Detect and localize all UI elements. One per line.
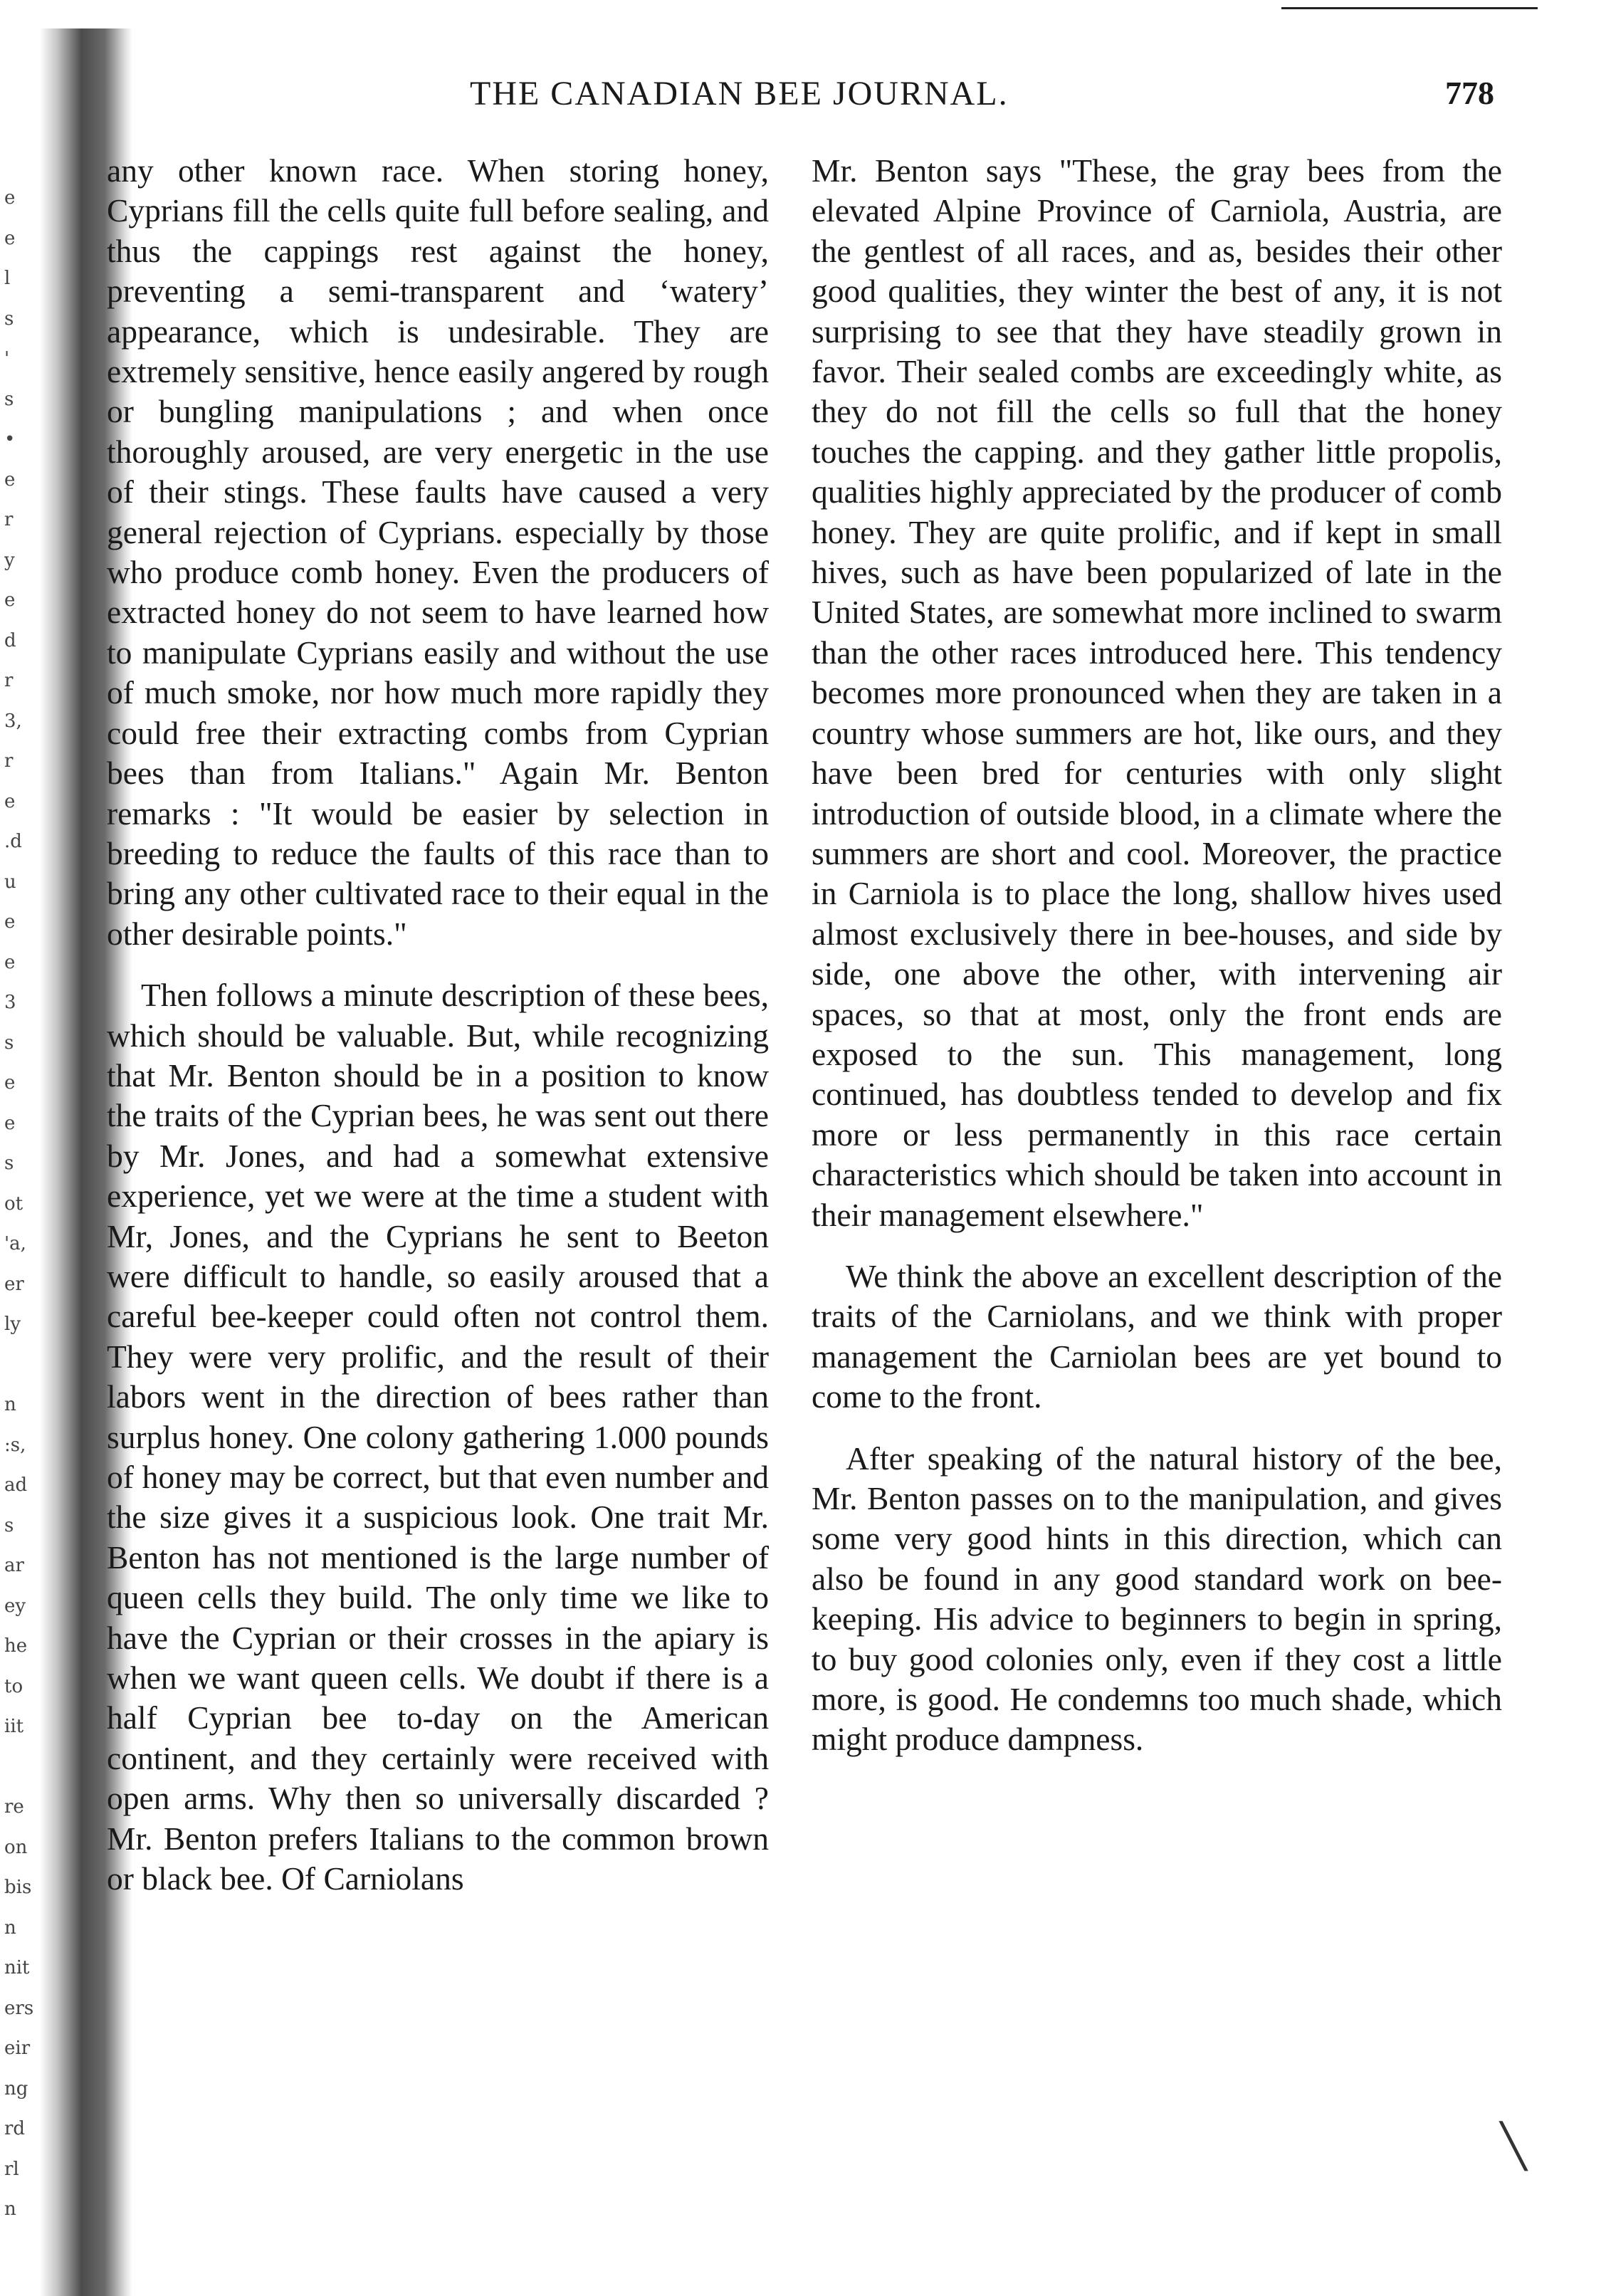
margin-fragment: ly (4, 1314, 21, 1335)
margin-fragment: n (4, 1917, 16, 1939)
margin-fragment: r (4, 509, 14, 530)
margin-fragment: e (4, 1072, 16, 1094)
margin-fragment: s (4, 308, 14, 330)
left-paragraph-1: any other known race. When storing honey, Cyprians fill the cells quite full before sealing, and thus the cappings rest against the honey, preventing a semi-transparent and ‘watery’ appearance, which is undesirable. They are extremely sensitive, hence easily angered by rough or bungling manipulations ; and when once thoroughly aroused, are very energetic in the use of their stings. These faults have caused a very general rejection of Cyprians. especially by those who produce comb honey. Even the producers of extracted honey do not seem to have learned how to manipulate Cyprians easily and without the use of much smoke, nor how much more rapidly they could free their extracting combs from Cyprian bees than from Italians." Again Mr. Benton remarks : "It would be easier by selection in breeding to reduce the faults of this race than to bring any other cultivated race to their equal in the other desirable points." (107, 152, 769, 952)
margin-fragment: .d (4, 831, 22, 852)
margin-fragment: e (4, 187, 16, 209)
margin-fragment: r (4, 750, 14, 772)
margin-fragment: e (4, 589, 16, 611)
left-paragraph-2: Then follows a minute description of these bees, which should be valuable. But, while recognizing that Mr. Benton should be in a position to know the traits of the Cyprian bees, he was sent out there by Mr. Jones, and had a somewhat extensive experience, yet we were at the time a student with Mr, Jones, and the Cyprians he sent to Beeton were difficult to handle, so easily aroused that a careful bee-keeper could often not control them. They were very prolific, and the result of their labors went in the direction of bees rather than surplus honey. One colony gathering 1.000 pounds of honey may be correct, but that even number and the size gives it a suspicious look. One trait Mr. Benton has not mentioned is the large number of queen cells they build. The only time we like to have the Cyprian or their crosses in the apiary is when we want queen cells. We doubt if there is a half Cyprian bee to-day on the American continent, and they certainly were received with open arms. Why then so universally discarded ? Mr. Benton prefers Italians to the common brown or black bee. Of Carniolans (107, 977, 769, 1897)
edge-mark: ╲ (1501, 2122, 1527, 2171)
margin-fragment: • (4, 429, 16, 450)
margin-fragment: ers (4, 1997, 34, 2019)
journal-title: THE CANADIAN BEE JOURNAL. (470, 75, 1009, 112)
top-rule (1281, 7, 1538, 9)
margin-fragment: 3 (4, 992, 16, 1013)
margin-fragment (4, 1747, 47, 1788)
right-paragraph-1: Mr. Benton says "These, the gray bees from the elevated Alpine Province of Carniola, Austria, are the gentlest of all races, and as, besides their other good qualities, they winter the best of any, it is not surprising to see that they have steadily grown in favor. Their sealed combs are exceedingly white, as they do not fill the cells so full that the honey touches the capping. and they gather little propolis, qualities highly appreciated by the producer of comb honey. They are quite prolific, and if kept in small hives, such as have been popularized of late in the United States, are somewhat more inclined to swarm than the other races introduced here. This tendency becomes more pronounced when they are taken in a country whose summers are hot, like ours, and they have been bred for centuries with only slight introduction of outside blood, in a climate where the summers are short and cool. Moreover, the practice in Carniola is to place the long, shallow hives used almost exclusively there in bee-houses, and side by side, one above the other, with intervening air spaces, so that at most, only the front ends are exposed to the sun. This management, long continued, has doubtless tended to develop and fix more or less permanently in this race certain characteristics which should be taken into account in their management elsewhere." (812, 152, 1502, 1233)
previous-page-fragments (4, 178, 47, 2230)
margin-fragment: ar (4, 1555, 24, 1576)
margin-fragment: bis (4, 1877, 32, 1898)
left-column (107, 151, 769, 1920)
margin-fragment: rl (4, 2158, 19, 2180)
margin-fragment: to (4, 1675, 23, 1697)
margin-fragment: n (4, 1394, 16, 1415)
margin-fragment: he (4, 1635, 28, 1657)
margin-fragment: n (4, 2198, 16, 2220)
margin-fragment: y (4, 549, 15, 571)
margin-fragment: re (4, 1796, 24, 1818)
margin-fragment: 'a, (4, 1233, 26, 1254)
margin-fragment: s (4, 388, 14, 410)
margin-fragment: ey (4, 1595, 26, 1617)
margin-fragment: e (4, 468, 16, 491)
margin-fragment: s (4, 1032, 14, 1054)
margin-fragment: ' (4, 348, 10, 369)
margin-fragment: l (4, 268, 11, 289)
right-paragraph-3: After speaking of the natural history of the bee, Mr. Benton passes on to the manipulation, and gives some very good hints in this direction, which can also be found in any good standard work on bee-keeping. His advice to beginners to begin in spring, to buy good colonies only, even if they cost a little more, is good. He condemns too much shade, which might produce dampness. (812, 1440, 1502, 1758)
margin-fragment: s (4, 1514, 14, 1536)
margin-fragment: rd (4, 2118, 26, 2139)
margin-fragment: e (4, 911, 16, 933)
margin-fragment: ad (4, 1474, 28, 1496)
right-column (812, 151, 1502, 1781)
margin-fragment: 3, (4, 710, 22, 732)
margin-fragment: e (4, 1112, 16, 1134)
page-number: 778 (1445, 75, 1494, 111)
margin-fragment: :s, (4, 1434, 26, 1456)
margin-fragment: nit (4, 1957, 30, 1978)
right-paragraph-2: We think the above an excellent description of the traits of the Carniolans, and we think with proper management the Carniolan bees are yet bound to come to the front. (812, 1257, 1502, 1415)
margin-fragment: e (4, 951, 16, 973)
margin-fragment: on (4, 1836, 28, 1858)
margin-fragment: e (4, 227, 16, 249)
margin-fragment: iit (4, 1716, 24, 1737)
margin-fragment: ot (4, 1192, 23, 1215)
margin-fragment: ng (4, 2077, 28, 2100)
margin-fragment: r (4, 670, 14, 691)
margin-fragment: er (4, 1273, 24, 1295)
margin-fragment: d (4, 629, 16, 651)
margin-fragment: s (4, 1153, 14, 1174)
margin-fragment (4, 1345, 47, 1385)
margin-fragment: u (4, 871, 16, 893)
margin-fragment: e (4, 790, 16, 812)
margin-fragment: eir (4, 2038, 31, 2059)
